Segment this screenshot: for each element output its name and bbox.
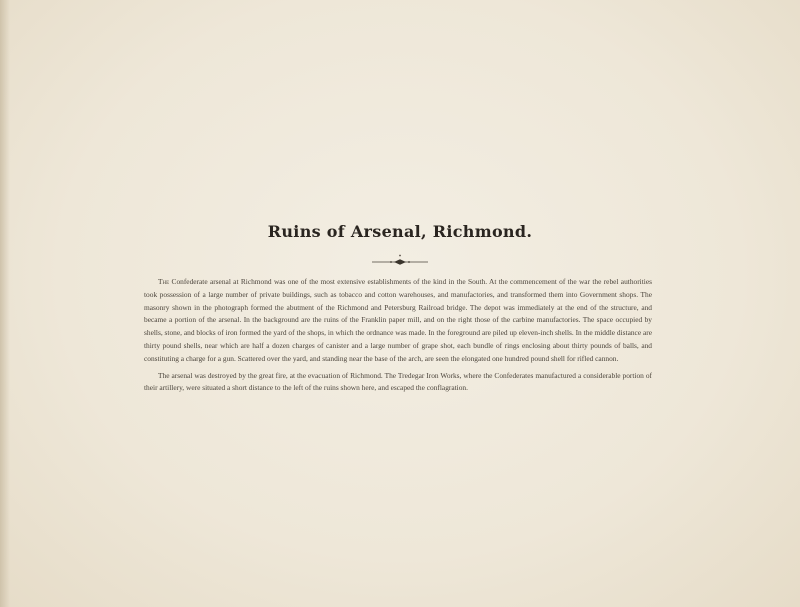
page-gutter	[0, 0, 10, 607]
body-text	[144, 276, 652, 399]
page-title: Ruins of Arsenal, Richmond.	[267, 222, 533, 241]
decorative-rule-icon	[360, 253, 440, 267]
paragraph-lead-word: The	[158, 277, 170, 286]
paragraph-2: The arsenal was destroyed by the great fire, at the evacuation of Richmond. The Tredegar Iron Works, where the Confederates manufactured a considerable portion of their artillery, were situated a short distance to the left of the ruins shown here, and escaped the conflagration.	[144, 370, 652, 393]
paragraph-1	[144, 276, 652, 366]
paragraph-1-text: Confederate arsenal at Richmond was one of the most extensive establishments of the kind in the South. At the commencement of the war the rebel authorities took possession of a large number of private buildings, such as tobacco and cotton warehouses, and manufactories, and transformed them into Government shops. The masonry shown in the photograph formed the abutment of the Richmond and Petersburg Railroad bridge. The depot was immediately at the end of the structure, and became a portion of the arsenal. In the background are the ruins of the Franklin paper mill, and on the right those of the carbine manufactories. The space occupied by shells, stone, and blocks of iron formed the yard of the shops, in which the ordnance was made. In the foreground are piled up eleven-inch shells. In the middle distance are thirty pound shells, near which are half a dozen charges of canister and a large number of grape shot, each bundle of rings enclosing about thirty pounds of balls, and constituting a charge for a gun. Scattered over the yard, and standing near the base of the arch, are seen the elongated one hundred pound shell for rifled cannon.	[144, 277, 652, 363]
